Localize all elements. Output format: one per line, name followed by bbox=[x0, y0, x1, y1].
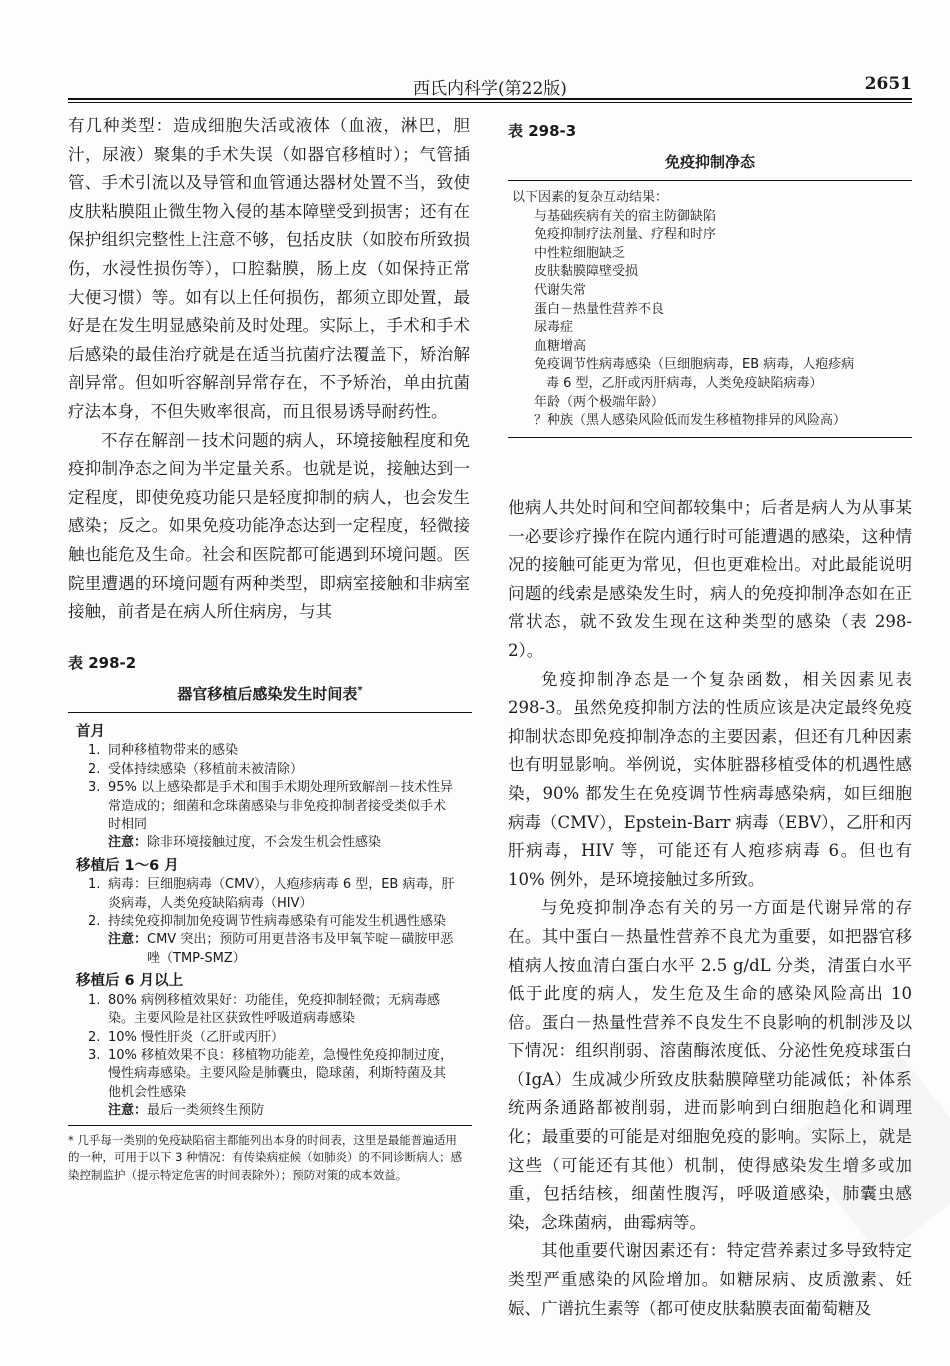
left-paragraph-1: 有几种类型：造成细胞失活或液体（血液，淋巴，胆汁，尿液）聚集的手术失误（如器官移植时）；气管插管、手术引流以及导管和血管通达器材处置不当，致使皮肤粘膜阻止微生物入侵的基本障壁受到损害；还有在保护组织完整性上注意不够，包括皮肤（如胶布所致损伤，水浸性损伤等），口腔黏膜，肠上皮（如保持正常大便习惯）等。如有以上任何损伤，都须立即处置，最好是在发生明显感染前及时处理。实际上，手术和手术后感染的最佳治疗就是在适当抗菌疗法覆盖下，矫治解剖异常。但如听容解剖异常存在，不予矫治，单由抗菌疗法本身，不但失败率很高，而且很易诱导耐药性。 bbox=[68, 116, 470, 421]
table-298-3-item: 蛋白－热量性营养不良 bbox=[534, 301, 665, 317]
table-298-3-item: 血糖增高 bbox=[534, 338, 587, 354]
item-text: 持续免疫抑制加免疫调节性病毒感染有可能发生机遇性感染 bbox=[108, 914, 447, 930]
table-298-3-item: 代谢失常 bbox=[534, 282, 587, 298]
table-298-3-item: 与基础疾病有关的宿主防御缺陷 bbox=[534, 208, 717, 224]
section-note bbox=[108, 931, 472, 968]
list-item bbox=[88, 1047, 472, 1102]
section-list bbox=[68, 742, 472, 834]
list-item bbox=[88, 876, 472, 913]
note-label: 注意： bbox=[108, 932, 148, 948]
left-column bbox=[68, 112, 470, 627]
list-item bbox=[88, 761, 472, 779]
right-paragraph-2: 免疫抑制净态是一个复杂函数，相关因素见表 298-3。虽然免疫抑制方法的性质应该是决定最终免疫抑制状态即免疫抑制净态的主要因素，但还有几种因素也有明显影响。举例说，实体脏器移植受体的机遇性感染，90% 都发生在免疫调节性病毒感染病，如巨细胞病毒（CMV），Epstein-Barr 病毒（EBV），乙肝和丙肝病毒，HIV 等，可能还有人疱疹病毒 6。但也有 10% 例外，是环境接触过多所致。 bbox=[508, 669, 912, 889]
item-text: 同种移植物带来的感染 bbox=[108, 743, 239, 759]
table-298-2-bottom-rule bbox=[68, 1125, 472, 1126]
table-298-2-body bbox=[68, 713, 472, 1125]
section-note bbox=[108, 1102, 472, 1120]
note-label: 注意： bbox=[108, 1103, 148, 1119]
item-number: 2. bbox=[88, 761, 101, 777]
page-number: 2651 bbox=[864, 74, 912, 94]
item-text: 10% 移植效果不良：移植物功能差，急慢性免疫抑制过度，慢性病毒感染。主要风险是肺囊虫，隐球菌，利斯特菌及其他机会性感染 bbox=[108, 1047, 454, 1100]
note-text: CMV 突出；预防可用更昔洛韦及甲氧苄啶－磺胺甲恶唑（TMP-SMZ） bbox=[147, 932, 454, 966]
item-number: 1. bbox=[88, 877, 101, 893]
section-list bbox=[68, 992, 472, 1102]
table-298-2-label: 表 298-2 bbox=[68, 654, 137, 672]
section-title: 首月 bbox=[76, 724, 105, 740]
item-number: 3. bbox=[88, 1047, 101, 1063]
item-text: 10% 慢性肝炎（乙肝或丙肝） bbox=[108, 1029, 285, 1045]
left-paragraph-2: 不存在解剖－技术问题的病人，环境接触程度和免疫抑制净态之间为半定量关系。也就是说，接触达到一定程度，即使免疫功能只是轻度抑制的病人，也会发生感染；反之。如果免疫功能净态达到一定程度，轻微接触也能危及生命。社会和医院都可能遇到环境问题。医院里遭遇的环境问题有两种类型，即病室接触和非病室接触，前者是在病人所住病房，与其 bbox=[68, 430, 470, 622]
item-text: 病毒：巨细胞病毒（CMV），人疱疹病毒 6 型，EB 病毒，肝炎病毒，人类免疫缺陷病毒（HIV） bbox=[108, 877, 455, 911]
item-number: 2. bbox=[88, 1029, 101, 1045]
table-298-3-item: 皮肤黏膜障壁受损 bbox=[534, 264, 639, 280]
item-number: 1. bbox=[88, 743, 101, 759]
section-title: 移植后 6 月以上 bbox=[76, 973, 184, 990]
header-rule-thick bbox=[68, 98, 912, 100]
table-298-3-item: 中性粒细胞缺乏 bbox=[534, 245, 626, 261]
item-text: 80% 病例移植效果好：功能佳，免疫抑制轻微；无病毒感染。主要风险是社区获致性呼吸道病毒感染 bbox=[108, 992, 441, 1027]
table-298-2 bbox=[68, 652, 472, 1184]
table-298-3-caption: 免疫抑制净态 bbox=[664, 153, 755, 171]
table-298-3-bottom-rule bbox=[508, 437, 912, 438]
header-rule-thin bbox=[68, 102, 912, 103]
note-text: 除非环境接触过度，不会发生机会性感染 bbox=[147, 835, 382, 851]
list-item bbox=[88, 779, 472, 834]
table-298-2-caption-text: 器官移植后感染发生时间表 bbox=[177, 685, 358, 703]
item-number: 3. bbox=[88, 780, 101, 796]
item-text: 95% 以上感染都是手术和围手术期处理所致解剖－技术性异常造成的；细菌和念珠菌感染与非免疫抑制者接受类似手术时相同 bbox=[108, 780, 454, 833]
section-title: 移植后 1～6 月 bbox=[76, 857, 179, 874]
list-item bbox=[88, 742, 472, 760]
table-298-3-item-continuation: 毒 6 型，乙肝或丙肝病毒，人类免疫缺陷病毒） bbox=[546, 375, 823, 391]
table-298-3-item: 尿毒症 bbox=[534, 320, 574, 336]
list-item bbox=[88, 1029, 472, 1047]
table-298-3-item: 免疫抑制疗法剂量、疗程和时序 bbox=[534, 227, 717, 243]
caption-footnote-mark: * bbox=[357, 685, 363, 696]
list-item bbox=[88, 992, 472, 1029]
right-paragraph-4: 其他重要代谢因素还有：特定营养素过多导致特定类型严重感染的风险增加。如糖尿病、皮质激素、妊娠、广谱抗生素等（都可使皮肤黏膜表面葡萄糖及 bbox=[508, 1241, 912, 1318]
section-note bbox=[108, 834, 472, 852]
item-number: 1. bbox=[88, 992, 101, 1008]
table-298-3 bbox=[508, 120, 912, 438]
list-item bbox=[88, 913, 472, 931]
table-298-3-item: ？种族（黑人感染风险低而发生移植物排异的风险高） bbox=[534, 413, 847, 429]
table-298-3-item: 免疫调节性病毒感染（巨细胞病毒，EB 病毒，人疱疹病 bbox=[534, 357, 855, 373]
note-text: 最后一类须终生预防 bbox=[147, 1103, 265, 1119]
table-298-3-intro: 以下因素的复杂互动结果： bbox=[512, 190, 669, 205]
item-number: 2. bbox=[88, 914, 101, 930]
table-298-3-item: 年龄（两个极端年龄） bbox=[534, 394, 665, 410]
right-paragraph-3: 与免疫抑制净态有关的另一方面是代谢异常的存在。其中蛋白－热量性营养不良尤为重要，如把器官移植病人按血清白蛋白水平 2.5 g/dL 分类，清蛋白水平低于此度的病人，发生危及生命的感染风险高出 10 倍。蛋白－热量性营养不良发生不良影响的机制涉及以下情况：组织削弱、溶菌酶浓度低、分泌性免疫球蛋白（IgA）生成减少所致皮肤黏膜障壁功能减低；补体系统两条通路都被削弱，进而影响到白细胞趋化和调理化；最重要的可能是对细胞免疫的影响。实际上，就是这些（可能还有其他）机制，使得感染发生增多或加重，包括结核，细菌性腹泻，呼吸道感染，肺囊虫感染，念珠菌病，曲霉病等。 bbox=[508, 898, 912, 1232]
section-list bbox=[68, 876, 472, 931]
right-paragraph-1: 他病人共处时间和空间都较集中；后者是病人为从事某一必要诊疗操作在院内通行时可能遭遇的感染，这种情况的接触可能更为常见，但也更难检出。对此最能说明问题的线索是感染发生时，病人的免疫抑制净态如在正常状态，就不致发生现在这种类型的感染（表 298-2）。 bbox=[508, 498, 912, 660]
page-header bbox=[68, 66, 912, 100]
table-298-3-body bbox=[508, 181, 912, 437]
table-298-2-footnote: * 几乎每一类别的免疫缺陷宿主都能列出本身的时间表，这里是最能普遍适用的一种，可用于以下 3 种情况：有传染病症候（如肺炎）的不同诊断病人；感染控制监护（提示特定危害的时间表除外）；预防对策的成本效益。 bbox=[68, 1132, 463, 1182]
item-text: 受体持续感染（移植前未被清除） bbox=[108, 761, 304, 777]
table-298-2-caption bbox=[68, 683, 472, 704]
running-title: 西氏内科学(第22版) bbox=[413, 79, 567, 99]
table-298-3-label: 表 298-3 bbox=[508, 122, 577, 140]
note-label: 注意： bbox=[108, 835, 148, 851]
